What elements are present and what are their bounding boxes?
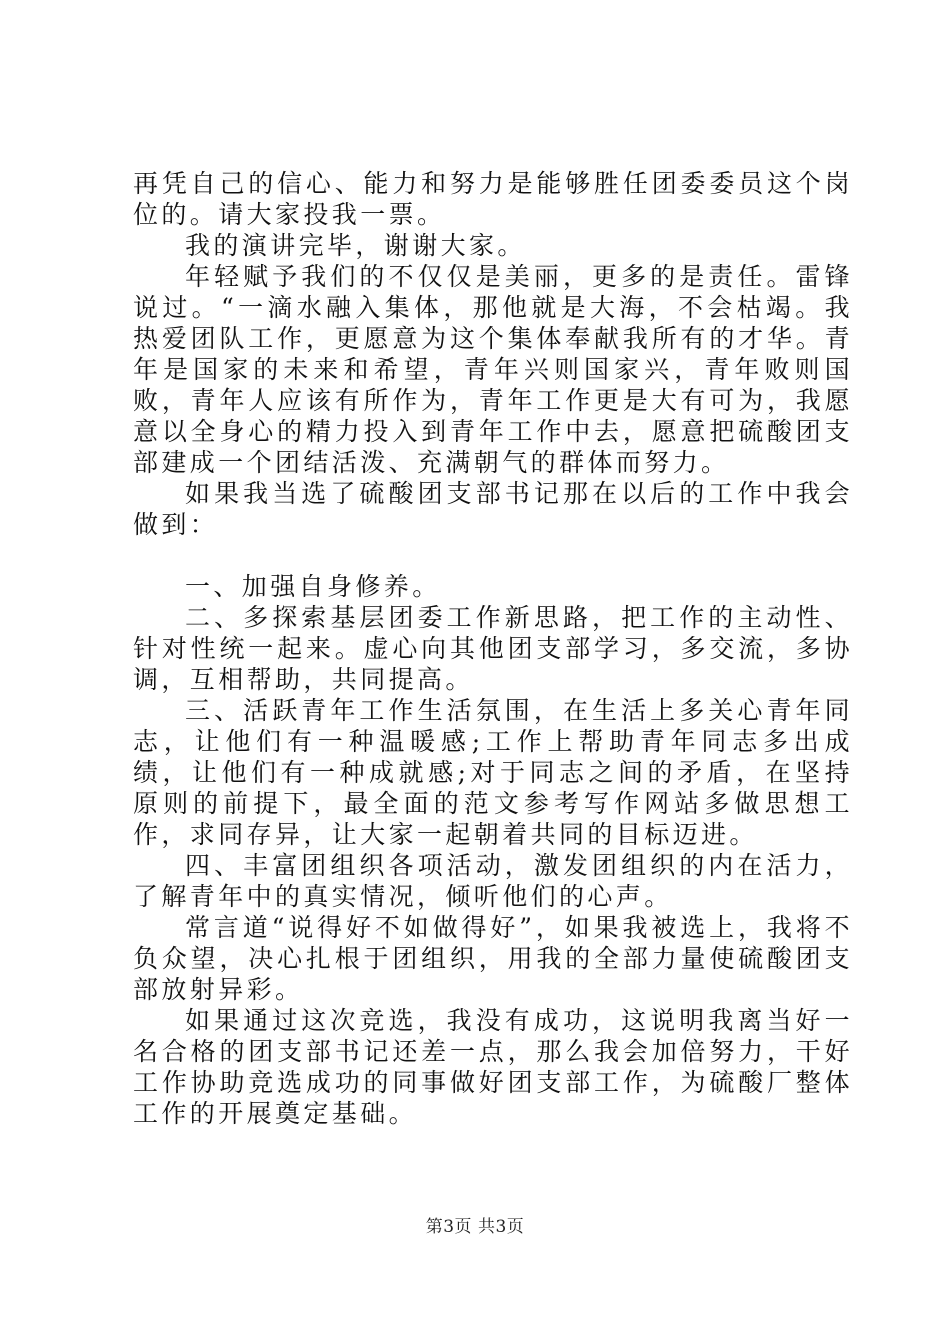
paragraph: 四、丰富团组织各项活动，激发团组织的内在活力，了解青年中的真实情况，倾听他们的心声。	[133, 851, 853, 911]
paragraph: 再凭自己的信心、能力和努力是能够胜任团委委员这个岗位的。请大家投我一票。	[133, 169, 853, 229]
paragraph: 一、加强自身修养。	[185, 572, 441, 601]
paragraph-spacer	[133, 540, 853, 571]
page-number-footer: 第3页 共3页	[425, 1217, 525, 1237]
document-body	[133, 168, 853, 1129]
paragraph: 如果通过这次竞选，我没有成功，这说明我离当好一名合格的团支部书记还差一点，那么我会加倍努力，干好工作协助竞选成功的同事做好团支部工作，为硫酸厂整体工作的开展奠定基础。	[133, 1006, 853, 1128]
paragraph: 二、多探索基层团委工作新思路，把工作的主动性、针对性统一起来。虚心向其他团支部学习，多交流，多协调，互相帮助，共同提高。	[133, 603, 853, 694]
paragraph: 年轻赋予我们的不仅仅是美丽，更多的是责任。雷锋说过。“一滴水融入集体，那他就是大海，不会枯竭。我热爱团队工作，更愿意为这个集体奉献我所有的才华。青年是国家的未来和希望，青年兴则国家兴，青年败则国败，青年人应该有所作为，青年工作更是大有可为，我愿意以全身心的精力投入到青年工作中去，愿意把硫酸团支部建成一个团结活泼、充满朝气的群体而努力。	[133, 262, 853, 477]
paragraph: 三、活跃青年工作生活氛围，在生活上多关心青年同志，让他们有一种温暖感;工作上帮助青年同志多出成绩，让他们有一种成就感;对于同志之间的矛盾，在坚持原则的前提下，最全面的范文参考写作网站多做思想工作，求同存异，让大家一起朝着共同的目标迈进。	[133, 696, 853, 849]
paragraph: 我的演讲完毕，谢谢大家。	[185, 231, 526, 260]
paragraph: 常言道“说得好不如做得好”，如果我被选上，我将不负众望，决心扎根于团组织，用我的全部力量使硫酸团支部放射异彩。	[133, 913, 853, 1004]
paragraph: 如果我当选了硫酸团支部书记那在以后的工作中我会做到：	[133, 479, 853, 539]
